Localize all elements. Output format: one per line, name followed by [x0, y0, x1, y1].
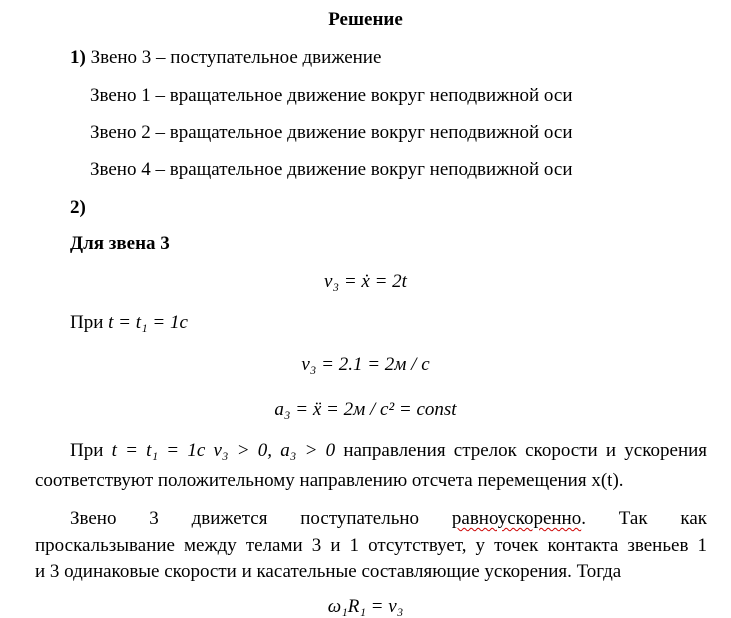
equation-omega: ω₁R₁ = v₃ — [327, 596, 404, 617]
item-1-line: Звено 2 – вращательное движение вокруг неподвижной оси — [90, 122, 573, 143]
section-heading: Для звена 3 — [70, 233, 170, 254]
paragraph-2-line-3: и 3 одинаковые скорости и касательные составляющие ускорения. Тогда — [35, 561, 622, 582]
equation-v3: v₃ = ẋ = 2t — [324, 271, 407, 292]
paragraph-2-line-2: проскальзывание между телами 3 и 1 отсутствует, у точек контакта звеньев 1 — [35, 535, 707, 556]
item-1-line: Звено 4 – вращательное движение вокруг неподвижной оси — [90, 159, 573, 180]
time-condition: При t = t₁ = 1c — [70, 312, 188, 333]
equation-a3: a₃ = ẍ = 2м / c² = const — [274, 399, 457, 420]
item-1: 1) Звено 3 – поступательное движение — [70, 47, 382, 68]
equation-v3-value: v₃ = 2.1 = 2м / c — [301, 354, 430, 375]
solution-title: Решение — [328, 9, 403, 30]
paragraph-1-line-2: соответствуют положительному направлению отсчета перемещения x(t). — [35, 470, 624, 491]
item-1-line: Звено 1 – вращательное движение вокруг неподвижной оси — [90, 85, 573, 106]
paragraph-1-line-1: При t = t₁ = 1c v₃ > 0, a₃ > 0 направления стрелок скорости и ускорения — [70, 440, 708, 461]
paragraph-2-line-1: Звено 3 движется поступательно равноускоренно. Так как — [70, 508, 708, 529]
item-2: 2) — [70, 197, 86, 218]
